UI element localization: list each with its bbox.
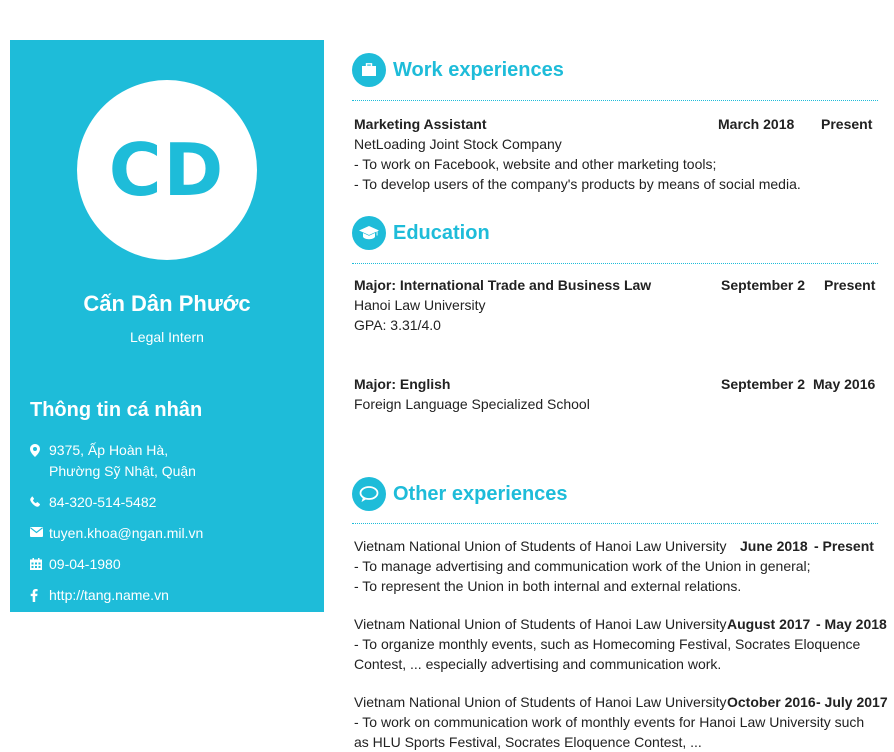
phone-icon [30,492,49,513]
education-end-date-1: Present [824,277,876,293]
education-divider [352,263,878,264]
address-line2: Phường Sỹ Nhật, Quận [49,463,196,479]
envelope-icon [30,523,49,544]
phone-row [30,492,310,513]
work-section-title: Work experiences [393,58,564,81]
other-start-date-3: October 2016 [727,694,816,710]
education-gpa-1: GPA: 3.31/4.0 [354,317,441,333]
address-row [30,440,310,482]
work-start-date: March 2018 [718,116,795,132]
graduation-cap-icon [352,216,386,250]
other-end-date-2: - May 2018 [816,616,887,632]
other-entry-2 [354,614,887,674]
avatar [77,80,257,260]
other-start-date-2: August 2017 [727,616,811,632]
education-end-date-2: May 2016 [813,376,876,392]
other-section-header [352,476,568,512]
work-section-header [352,52,564,88]
other-desc-2: - To organize monthly events, such as Homecoming Festival, Socrates Eloquence Contest, ... especially advertising and communication work. [354,636,861,672]
chat-bubble-icon [352,477,386,511]
facebook-icon [30,585,49,606]
education-school-2: Foreign Language Specialized School [354,396,590,412]
work-desc-1: - To work on Facebook, website and other marketing tools; [354,156,717,172]
other-desc-3: - To work on communication work of monthly events for Hanoi Law University such as HLU Sports Festival, Socrates Eloquence Contest, ... [354,714,865,750]
other-org-1: Vietnam National Union of Students of Hanoi Law University [354,538,727,554]
profile-name: Cấn Dân Phước [83,291,251,316]
education-section-header [352,215,490,251]
website-row[interactable] [30,585,310,606]
education-school-1: Hanoi Law University [354,297,486,313]
birthday-row [30,554,310,575]
work-company: NetLoading Joint Stock Company [354,136,562,152]
education-major-2: Major: English [354,376,451,392]
other-start-date-1: June 2018 [740,538,808,554]
website-link[interactable]: http://tang.name.vn [49,587,169,603]
address-line1: 9375, Ấp Hoàn Hà, [49,442,169,458]
work-position: Marketing Assistant [354,116,487,132]
education-section-title: Education [393,221,490,244]
map-marker-icon [30,440,49,482]
other-section-title: Other experiences [393,482,568,505]
education-start-date-1: September 2 [721,277,806,293]
other-end-date-3: - July 2017 [816,694,888,710]
education-entry-2 [354,374,878,414]
phone-text: 84-320-514-5482 [49,494,157,510]
work-divider [352,100,878,101]
education-start-date-2: September 2 [721,376,806,392]
education-major-1: Major: International Trade and Business Law [354,277,652,293]
birthday-text: 09-04-1980 [49,556,121,572]
other-entry-1 [354,536,878,596]
other-org-2: Vietnam National Union of Students of Hanoi Law University [354,616,727,632]
work-entry [354,114,878,194]
briefcase-icon [352,53,386,87]
profile-sidebar [10,40,324,612]
other-divider [352,523,878,524]
other-end-date-1: - Present [814,538,874,554]
education-entry-1 [354,275,878,335]
personal-info-title: Thông tin cá nhân [30,399,203,421]
other-org-3: Vietnam National Union of Students of Hanoi Law University [354,694,727,710]
profile-role: Legal Intern [130,329,204,345]
calendar-icon [30,554,49,575]
other-desc-1a: - To manage advertising and communication work of the Union in general; [354,558,811,574]
email-text: tuyen.khoa@ngan.mil.vn [49,525,204,541]
email-row [30,523,310,544]
avatar-initials: CD [108,128,226,212]
personal-info-list [30,440,310,606]
other-entry-3 [354,692,888,752]
work-desc-2: - To develop users of the company's products by means of social media. [354,176,801,192]
work-end-date: Present [821,116,873,132]
other-desc-1b: - To represent the Union in both internal and external relations. [354,578,742,594]
